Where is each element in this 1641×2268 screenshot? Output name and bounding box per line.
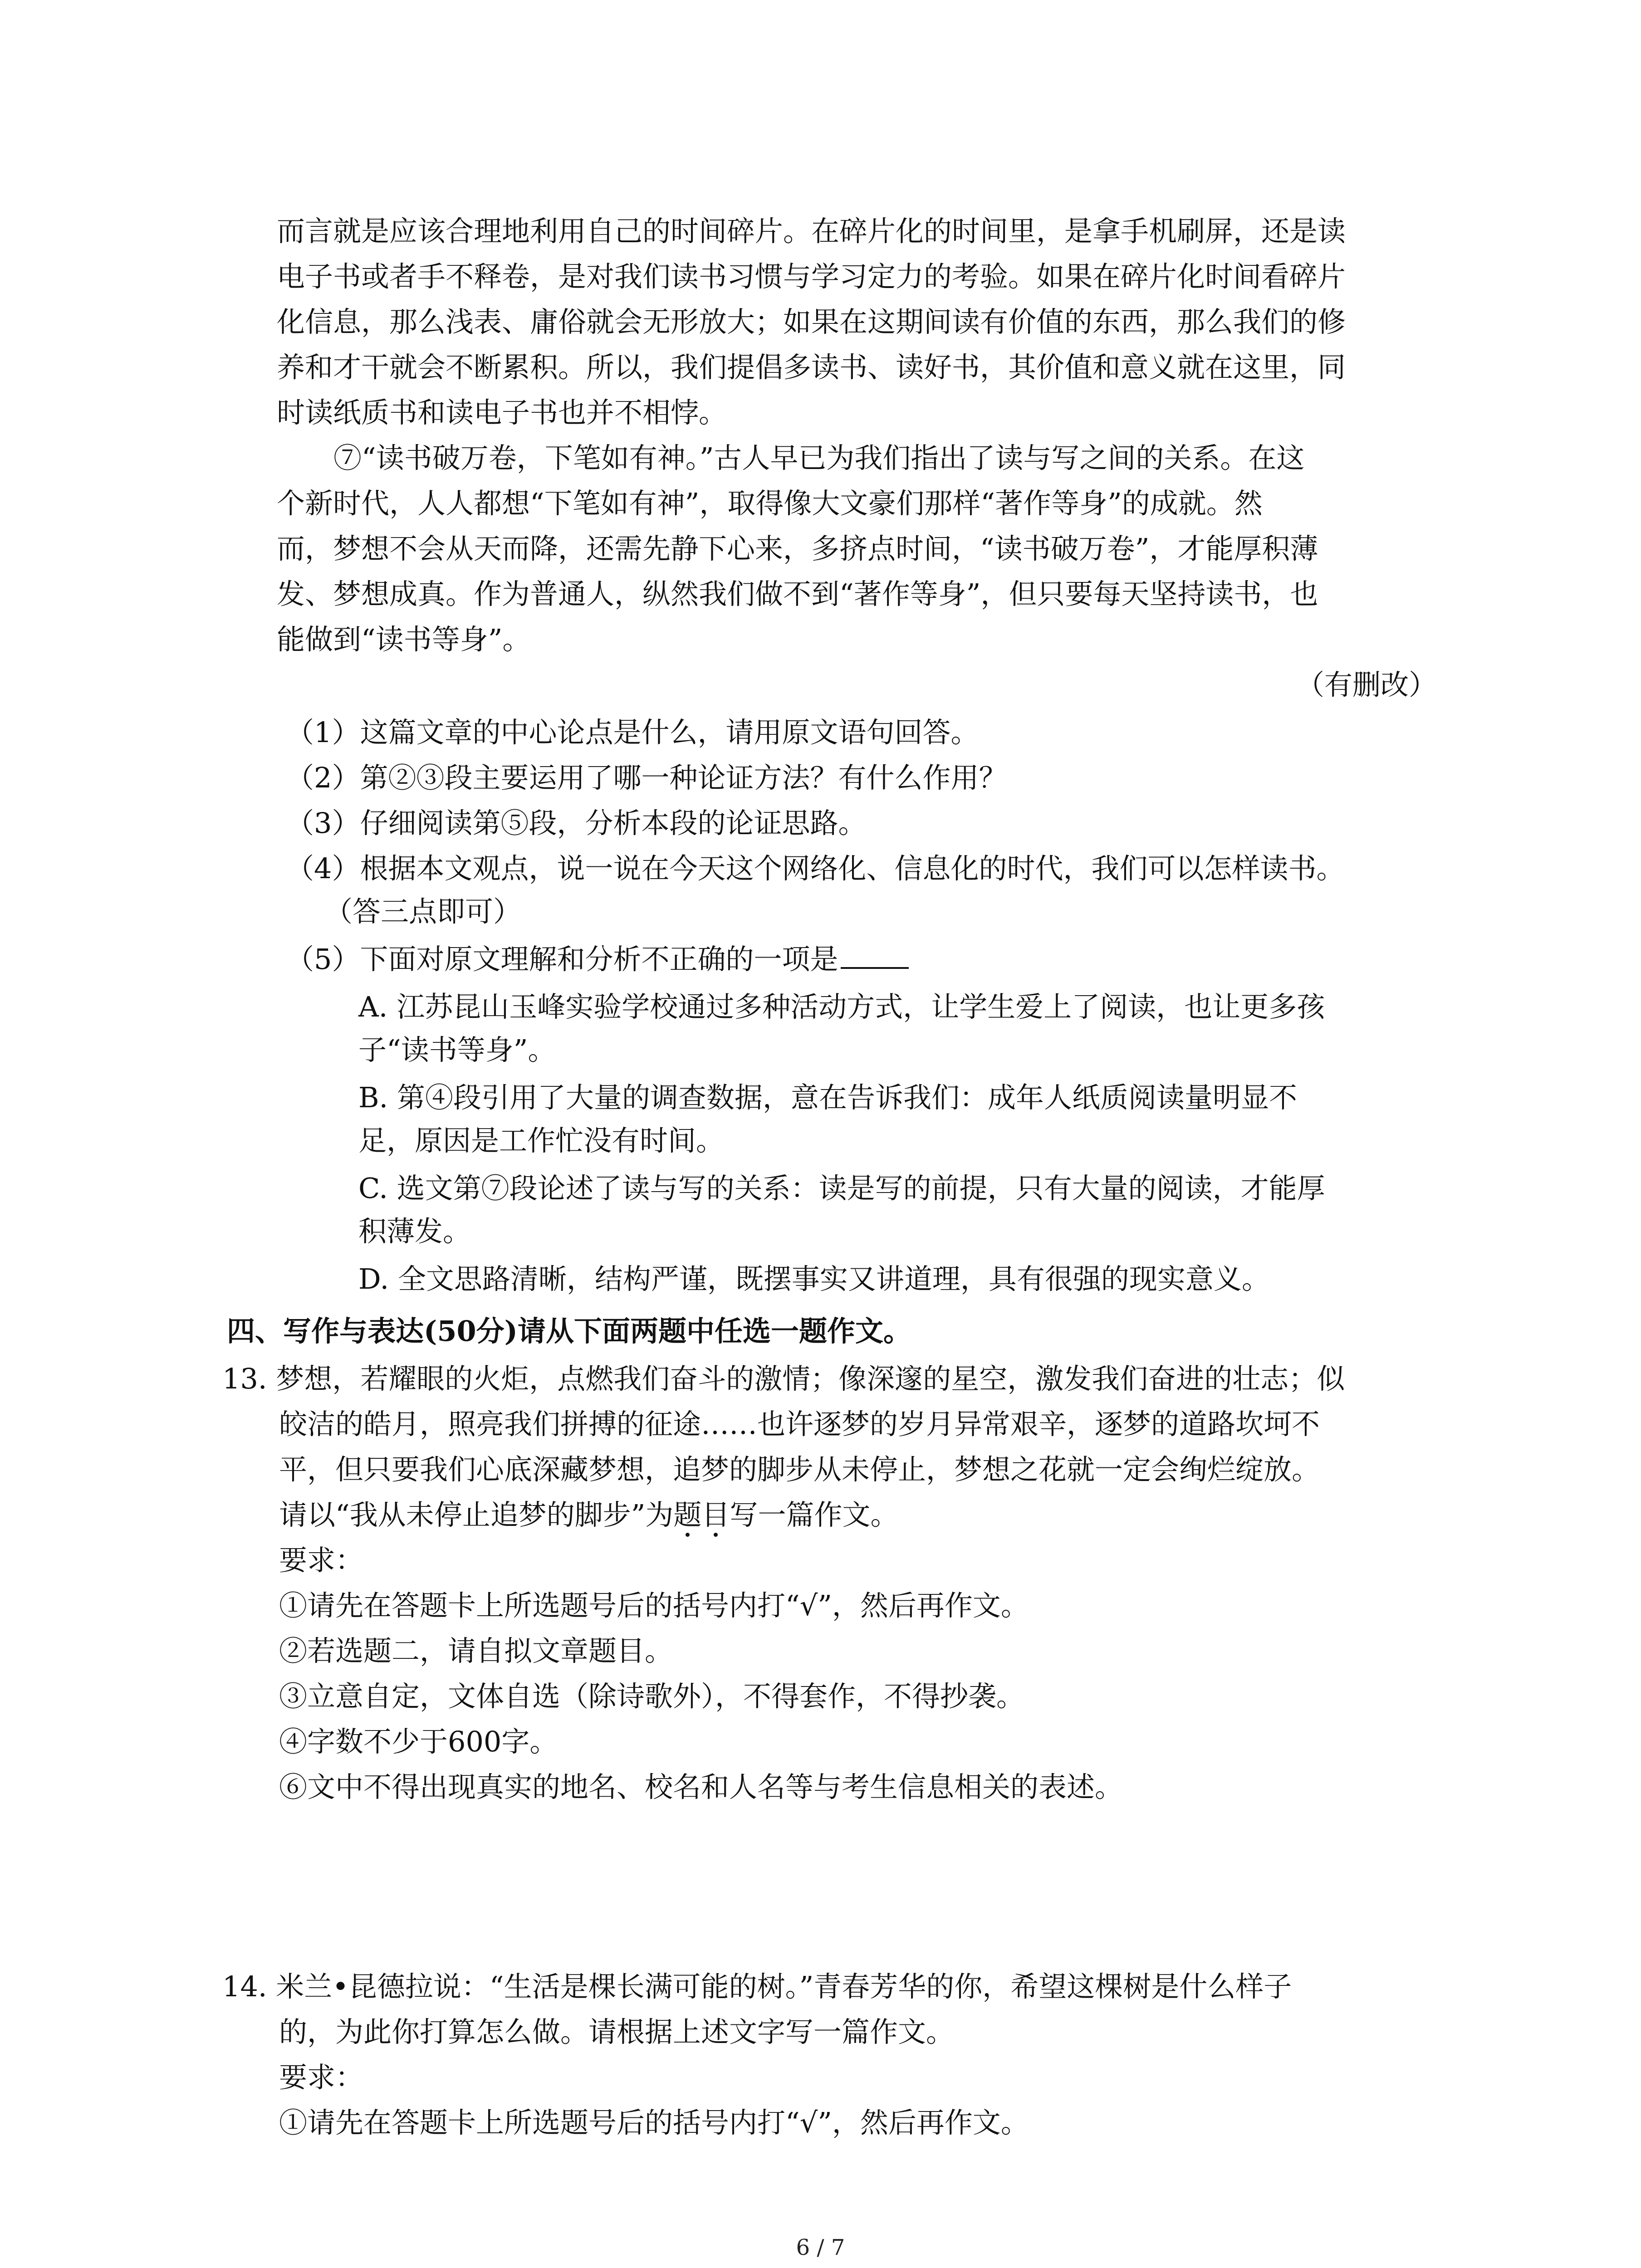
q13-requirement: ①请先在答题卡上所选题号后的括号内打“√”，然后再作文。 <box>279 1589 1029 1622</box>
q13-requirement: ②若选题二，请自拟文章题目。 <box>279 1634 673 1667</box>
emphasis-char: 题 <box>673 1492 701 1538</box>
question-2: （2）第②③段主要运用了哪一种论证方法？有什么作用？ <box>286 761 1007 794</box>
q14-prompt-line: 的，为此你打算怎么做。请根据上述文字写一篇作文。 <box>279 2015 955 2048</box>
option-a: A. 江苏昆山玉峰实验学校通过多种活动方式，让学生爱上了阅读，也让更多孩 <box>358 990 1325 1023</box>
page-number: 6 / 7 <box>796 2235 845 2260</box>
passage-line: 化信息，那么浅表、庸俗就会无形放大；如果在这期间读有价值的东西，那么我们的修 <box>277 305 1346 338</box>
q13-title-instruction <box>279 1492 1641 1538</box>
option-b: B. 第④段引用了大量的调查数据，意在告诉我们：成年人纸质阅读量明显不 <box>358 1081 1297 1114</box>
answer-blank <box>841 943 909 969</box>
section-heading: 四、写作与表达(50分)请从下面两题中任选一题作文。 <box>227 1315 911 1348</box>
paragraph7-line: 个新时代，人人都想“下笔如有神”，取得像大文豪们那样“著作等身”的成就。然 <box>277 487 1263 520</box>
option-c: C. 选文第⑦段论述了读与写的关系：读是写的前提，只有大量的阅读，才能厚 <box>358 1172 1325 1205</box>
option-b-cont: 足，原因是工作忙没有时间。 <box>358 1124 725 1157</box>
question-5 <box>286 937 1641 982</box>
question-1: （1）这篇文章的中心论点是什么，请用原文语句回答。 <box>286 716 979 749</box>
paragraph7-line: ⑦“读书破万卷，下笔如有神。”古人早已为我们指出了读与写之间的关系。在这 <box>333 441 1305 474</box>
q14-requirement: ①请先在答题卡上所选题号后的括号内打“√”，然后再作文。 <box>279 2106 1029 2139</box>
q13-requirements-label: 要求： <box>279 1544 364 1577</box>
q13-prompt-line: 平，但只要我们心底深藏梦想，追梦的脚步从未停止，梦想之花就一定会绚烂绽放。 <box>279 1453 1320 1486</box>
question-3: （3）仔细阅读第⑤段，分析本段的论证思路。 <box>286 807 867 840</box>
emphasis-char: 目 <box>701 1492 730 1538</box>
q14-requirements-label: 要求： <box>279 2061 364 2094</box>
option-a-cont: 子“读书等身”。 <box>358 1033 556 1066</box>
passage-line: 时读纸质书和读电子书也并不相悖。 <box>277 396 727 429</box>
question-5-text: （5）下面对原文理解和分析不正确的一项是 <box>286 943 838 976</box>
question-4-note: （答三点即可） <box>324 895 522 928</box>
passage-line: 养和才干就会不断累积。所以，我们提倡多读书、读好书，其价值和意义就在这里，同 <box>277 351 1346 384</box>
q13-requirement: ④字数不少于600字。 <box>279 1725 558 1758</box>
q14-prompt-line: 14. 米兰•昆德拉说：“生活是棵长满可能的树。”青春芳华的你，希望这棵树是什么样子 <box>222 1970 1292 2003</box>
passage-line: 而言就是应该合理地利用自己的时间碎片。在碎片化的时间里，是拿手机刷屏，还是读 <box>277 215 1346 248</box>
option-d: D. 全文思路清晰，结构严谨，既摆事实又讲道理，具有很强的现实意义。 <box>358 1262 1270 1295</box>
paragraph7-line: 发、梦想成真。作为普通人，纵然我们做不到“著作等身”，但只要每天坚持读书，也 <box>277 577 1318 611</box>
q13-prompt-line: 皎洁的皓月，照亮我们拼搏的征途……也许逐梦的岁月异常艰辛，逐梦的道路坎坷不 <box>279 1408 1320 1441</box>
paragraph7-line: 能做到“读书等身”。 <box>277 623 531 656</box>
q13-title-text-b: 写一篇作文。 <box>730 1498 899 1531</box>
q13-requirement: ③立意自定，文体自选（除诗歌外），不得套作，不得抄袭。 <box>279 1680 1025 1713</box>
source-note: （有删改） <box>1296 668 1437 701</box>
q13-requirement: ⑥文中不得出现真实的地名、校名和人名等与考生信息相关的表述。 <box>279 1770 1123 1804</box>
paragraph7-line: 而，梦想不会从天而降，还需先静下心来，多挤点时间，“读书破万卷”，才能厚积薄 <box>277 532 1318 565</box>
q13-title-text-a: 请以“我从未停止追梦的脚步”为 <box>279 1498 674 1531</box>
q13-prompt-line: 13. 梦想，若耀眼的火炬，点燃我们奋斗的激情；像深邃的星空，激发我们奋进的壮志；似 <box>222 1362 1345 1395</box>
option-c-cont: 积薄发。 <box>358 1215 471 1248</box>
passage-line: 电子书或者手不释卷，是对我们读书习惯与学习定力的考验。如果在碎片化时间看碎片 <box>277 260 1346 293</box>
question-4: （4）根据本文观点，说一说在今天这个网络化、信息化的时代，我们可以怎样读书。 <box>286 852 1345 885</box>
